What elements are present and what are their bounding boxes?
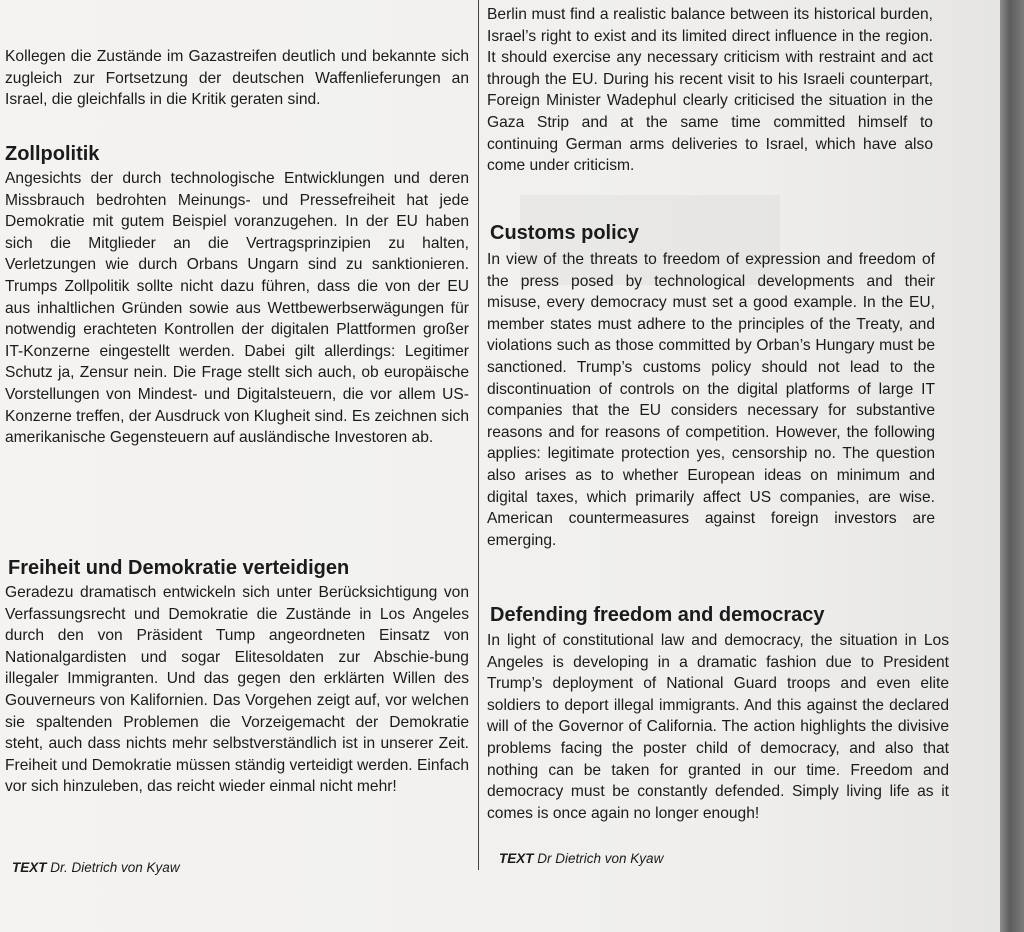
english-heading-customs: Customs policy (490, 222, 639, 244)
german-zollpolitik-paragraph: Angesichts der durch technologische Entwicklungen und deren Missbrauch bedrohten Meinungs- und Pressefreiheit hat jede Demokratie mit gutem Beispiel voranzugehen. In der EU haben sich die Mitglieder an die Vertragsprinzipien zu halten, Verletzungen wie durch Orbans Ungarn sind zu sanktionieren. Trumps Zollpolitik sollte nicht dazu führen, dass die von der EU aus inhaltlichen Gründen sowie aus Wettbewerbserwägungen für notwendig erachteten Kontrollen der digitalen Plattformen großer IT-Konzerne eingestellt werden. Dabei gilt allerdings: Legitimer Schutz ja, Zensur nein. Die Frage stellt sich auch, ob europäische Vorstellungen von Mindest- und Digitalsteuern, die vor allem US-Konzerne treffen, der Ausdruck von Klugheit sind. Es zeichnen sich amerikanische Gegensteuern auf ausländische Investoren ab. (5, 170, 469, 447)
credit-name: Dr. Dietrich von Kyaw (50, 860, 180, 875)
german-author-credit (12, 860, 180, 875)
credit-label: TEXT (12, 860, 47, 875)
column-divider (478, 0, 479, 870)
english-column (487, 0, 949, 932)
german-heading-zollpolitik: Zollpolitik (5, 143, 100, 165)
credit-name: Dr Dietrich von Kyaw (537, 851, 664, 866)
english-heading-defending: Defending freedom and democracy (490, 604, 825, 626)
english-customs-paragraph: In view of the threats to freedom of expression and freedom of the press posed by technological developments and their misuse, every democracy must set a good example. In the EU, member states must adhere to the principles of the Treaty, and violations such as those committed by Orban’s Hungary must be sanctioned. Trump’s customs policy should not lead to the discontinuation of controls on the digital platforms of large IT companies that the EU considers necessary for substantive reasons and for reasons of competition. However, the following applies: legitimate protection yes, censorship no. The question also arises as to whether European ideas on minimum and digital taxes, which primarily affect US companies, are wise. American countermeasures against foreign investors are emerging. (487, 251, 935, 549)
german-column (5, 0, 469, 932)
credit-label: TEXT (499, 851, 534, 866)
german-heading-freiheit: Freiheit und Demokratie verteidigen (8, 557, 350, 579)
english-intro-paragraph: Berlin must find a realistic balance between its historical burden, Israel’s right to exist and its limited direct influence in the region. It should exercise any necessary criticism with restraint and act through the EU. During his recent visit to his Israeli counterpart, Foreign Minister Wadephul clearly criticised the situation in the Gaza Strip and at the same time committed himself to continuing German arms deliveries to Israel, which have also come under criticism. (487, 6, 933, 175)
german-freiheit-paragraph: Geradezu dramatisch entwickeln sich unter Berücksichtigung von Verfassungsrecht und Demokratie die Zustände in Los Angeles durch den von Präsident Tump angeordneten Einsatz von Nationalgardisten und sogar Elitesoldaten zur Abschie-bung illegaler Immigranten. Und das gegen den erklärten Willen des Gouverneurs von Kalifornien. Das Vorgehen zeigt auf, vor welchen sie spaltenden Problemen die Vorzeigemacht der Demokratie steht, auch dass nichts mehr selbstverständlich ist in unserer Zeit. Freiheit und Demokratie müssen ständig verteidigt werden. Einfach vor sich hinzuleben, das reicht wieder einmal nicht mehr! (5, 584, 469, 796)
book-spine-edge (1000, 0, 1024, 932)
german-intro-paragraph: Kollegen die Zustände im Gazastreifen deutlich und bekannte sich zugleich zur Fortsetzung der deutschen Waffenlieferungen an Israel, die gleichfalls in die Kritik geraten sind. (5, 48, 469, 109)
english-defending-paragraph: In light of constitutional law and democracy, the situation in Los Angeles is developing in a dramatic fashion due to President Trump’s deployment of National Guard troops and even elite soldiers to deport illegal immigrants. And this against the declared will of the Governor of California. The action highlights the divisive problems facing the poster child of democracy, and also that nothing can be taken for granted in our time. Freedom and democracy must be constantly defended. Simply living life as it comes is once again no longer enough! (487, 632, 949, 822)
english-author-credit (499, 851, 663, 866)
